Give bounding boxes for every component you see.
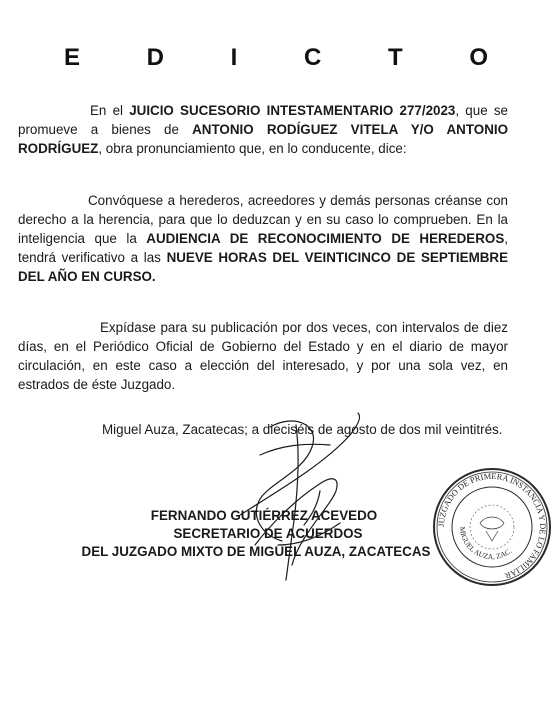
signer-role: SECRETARIO DE ACUERDOS <box>173 526 363 541</box>
seal-outer-text: JUZGADO DE PRIMERA INSTANCIA Y DE LO FAMILIAR <box>436 471 548 581</box>
hearing-name: AUDIENCIA DE RECONOCIMIENTO DE HEREDEROS <box>146 231 505 246</box>
hearing-date: NUEVE HORAS DEL VEINTICINCO DE SEPTIEMBRE DEL AÑO EN CURSO. <box>18 250 509 284</box>
document-title: E D I C T O <box>63 44 518 71</box>
paragraph-summons: Convóquese a herederos, acreedores y demás personas créanse con derecho a la herencia, para que lo deduzcan y en su caso lo comprueben. En la inteligencia que la AUDIENCIA DE RECONOCIMIENTO DE HEREDEROS, tendrá verificativo a las NUEVE HORAS DEL VEINTICINCO DE SEPTIEMBRE DEL AÑO EN CURSO. <box>18 193 509 284</box>
seal-inner-text: MIGUEL AUZA, ZAC. <box>457 526 514 562</box>
case-number: JUICIO SUCESORIO INTESTAMENTARIO 277/2023 <box>129 103 456 118</box>
paragraph-date-place: Miguel Auza, Zacatecas; a dieciséis de agosto de dos mil veintitrés. <box>102 422 503 437</box>
signer-name: FERNANDO GUTIÉRREZ ACEVEDO <box>150 508 378 523</box>
paragraph-publication: Expídase para su publicación por dos veces, con intervalos de diez días, en el Periódico Oficial de Gobierno del Estado y en el diario de mayor circulación, en este caso a elección del interesado, y por una sola vez, en estrados de éste Juzgado. <box>18 320 508 392</box>
paragraph-case: En el JUICIO SUCESORIO INTESTAMENTARIO 277/2023, que se promueve a bienes de ANTONIO RODÍGUEZ VITELA Y/O ANTONIO RODRÍGUEZ, obra pronunciamiento que, en lo conducente, dice: <box>18 103 509 156</box>
deceased-name: ANTONIO RODÍGUEZ VITELA Y/O ANTONIO RODRÍGUEZ <box>18 122 509 156</box>
signer-court: DEL JUZGADO MIXTO DE MIGUEL AUZA, ZACATECAS <box>81 544 431 559</box>
